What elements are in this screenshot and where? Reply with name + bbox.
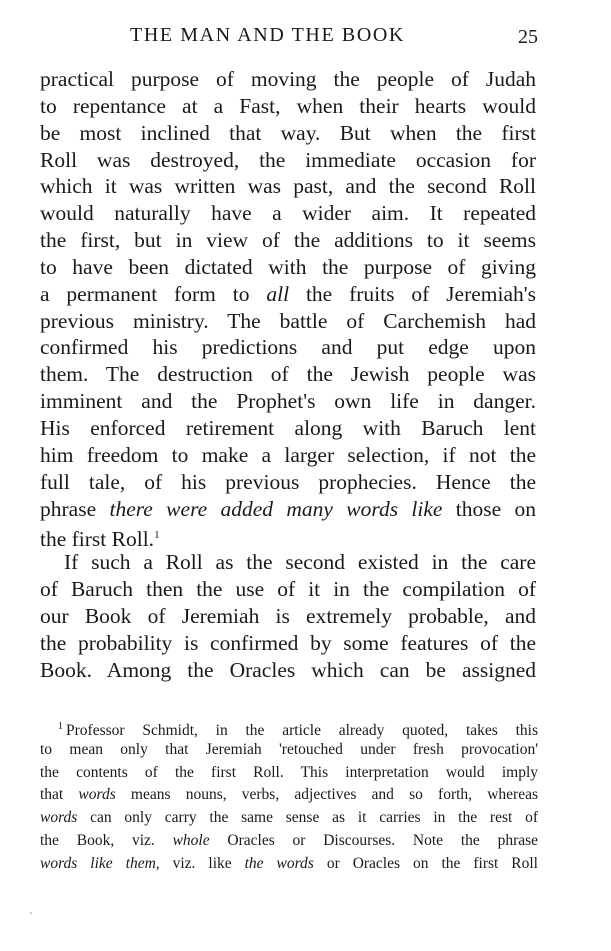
text-run: Professor Schmidt, in the article already quoted, takes this: [66, 722, 538, 739]
text-run: that: [40, 786, 64, 804]
page-number: 25: [518, 26, 538, 48]
footnote-reference: 1: [154, 529, 160, 542]
text-line: If such a Roll as the second existed in the care: [64, 550, 536, 575]
footnote-line: [40, 784, 538, 807]
body-text: [40, 66, 536, 683]
text-run: Oracles or Discourses. Note the phrase: [227, 831, 538, 849]
text-line: them. The destruction of the Jewish people was: [40, 362, 536, 387]
text-line: which it was written was past, and the second Roll: [40, 174, 536, 199]
text-line: confirmed his predictions and put edge upon: [40, 335, 536, 360]
text-line: of Baruch then the use of it in the compilation of: [40, 577, 536, 602]
text-line: the probability is confirmed by some features of the: [40, 630, 536, 655]
text-line: full tale, of his previous prophecies. Hence the: [40, 469, 536, 494]
footnote-line: [40, 830, 538, 853]
footnote-line: [40, 853, 538, 876]
text-run: the fruits of Jeremiah's: [305, 281, 536, 306]
text-run: phrase: [40, 496, 97, 521]
text-line: to repentance at a Fast, when their hearts would: [40, 93, 536, 118]
emphasis: the words: [244, 854, 314, 872]
footnote-line: [40, 716, 538, 739]
text-line: [40, 496, 536, 523]
text-line: be most inclined that way. But when the first: [40, 120, 536, 145]
emphasis: words like them,: [40, 854, 160, 872]
text-run: or Oracles on the first Roll: [326, 854, 538, 872]
footnote-marker: 1: [58, 721, 63, 732]
paper-speck: [30, 912, 32, 914]
emphasis: there were added many words like: [109, 496, 443, 521]
emphasis: words: [40, 809, 78, 827]
footnote-line: [40, 807, 538, 830]
text-run: the Book, viz.: [40, 831, 155, 849]
text-line: Roll was destroyed, the immediate occasion for: [40, 147, 536, 172]
emphasis: words: [78, 786, 116, 804]
text-line: would naturally have a wider aim. It repeated: [40, 201, 536, 226]
footnote-line: the contents of the first Roll. This interpretation would imply: [40, 763, 538, 781]
text-run: the first Roll.: [40, 527, 155, 550]
text-line: imminent and the Prophet's own life in danger.: [40, 389, 536, 414]
running-title: THE MAN AND THE BOOK: [130, 24, 405, 46]
text-line: previous ministry. The battle of Carchemish had: [40, 308, 536, 333]
text-line: [40, 281, 536, 308]
emphasis: all: [266, 281, 290, 306]
text-run: those on: [455, 496, 536, 521]
text-run: viz. like: [172, 854, 232, 872]
text-line: Book. Among the Oracles which can be assigned: [40, 657, 536, 682]
footnote: [40, 716, 538, 876]
emphasis: whole: [172, 831, 210, 849]
text-line: to have been dictated with the purpose of giving: [40, 254, 536, 279]
running-head: [40, 24, 540, 54]
text-run: means nouns, verbs, adjectives and so forth, whereas: [130, 786, 538, 804]
text-line: [40, 522, 536, 549]
text-run: a permanent form to: [40, 281, 250, 306]
text-line: practical purpose of moving the people of Judah: [40, 67, 536, 91]
text-line: His enforced retirement along with Baruch lent: [40, 415, 536, 440]
text-line: the first, but in view of the additions to it seems: [40, 228, 536, 253]
text-line: our Book of Jeremiah is extremely probable, and: [40, 603, 536, 628]
footnote-line: to mean only that Jeremiah 'retouched under fresh provocation': [40, 740, 538, 758]
text-line: him freedom to make a larger selection, if not the: [40, 442, 536, 467]
text-run: can only carry the same sense as it carries in the rest of: [90, 809, 538, 827]
